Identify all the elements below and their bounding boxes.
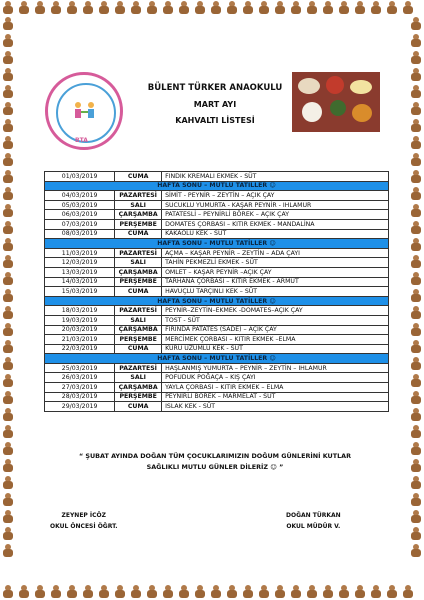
gingerbread-icon — [2, 187, 14, 201]
meal-cell: SİMİT - PEYNİR – ZEYTİN – AÇIK ÇAY — [162, 191, 389, 201]
holiday-label: HAFTA SONU – MUTLU TATİLLER ☺ — [45, 296, 389, 306]
day-cell: PERŞEMBE — [115, 335, 162, 345]
gingerbread-icon — [402, 1, 414, 15]
gingerbread-icon — [410, 527, 422, 541]
gingerbread-icon — [410, 408, 422, 422]
meal-cell: FIRINDA PATATES (SADE) – AÇIK ÇAY — [162, 325, 389, 335]
gingerbread-icon — [50, 1, 62, 15]
teacher-name: ZEYNEP İCÖZ — [61, 512, 107, 519]
day-cell: ÇARŞAMBA — [115, 325, 162, 335]
breakfast-photo — [292, 72, 380, 132]
meal-cell: PATATESLİ – PEYNİRLİ BÖREK – AÇIK ÇAY — [162, 210, 389, 220]
gingerbread-icon — [410, 170, 422, 184]
day-cell: PAZARTESİ — [115, 191, 162, 201]
gingerbread-icon — [410, 34, 422, 48]
day-cell: SALI — [115, 373, 162, 383]
school-logo — [45, 72, 123, 150]
gingerbread-icon — [2, 476, 14, 490]
gingerbread-icon — [82, 585, 94, 599]
note-line-1: “ ŞUBAT AYINDA DOĞAN TÜM ÇOCUKLARIMIZIN DOĞUM GÜNLERİNİ KUTLAR — [78, 452, 352, 460]
meal-cell: AÇMA – KAŞAR PEYNİR – ZEYTİN – ADA ÇAYI — [162, 248, 389, 258]
gingerbread-icon — [2, 289, 14, 303]
gingerbread-icon — [2, 204, 14, 218]
gingerbread-icon — [18, 585, 30, 599]
date-cell: 07/03/2019 — [45, 219, 115, 229]
day-cell: PAZARTESİ — [115, 248, 162, 258]
gingerbread-icon — [354, 585, 366, 599]
gingerbread-icon — [410, 391, 422, 405]
holiday-row — [45, 239, 389, 249]
day-cell: PERŞEMBE — [115, 219, 162, 229]
principal-signature — [286, 510, 341, 533]
gingerbread-icon — [410, 204, 422, 218]
gingerbread-icon — [2, 221, 14, 235]
note-line-2: SAĞLIKLI MUTLU GÜNLER DİLERİZ ☺ ” — [146, 462, 284, 471]
gingerbread-icon — [2, 425, 14, 439]
gingerbread-icon — [2, 544, 14, 558]
meal-cell: MERCİMEK ÇORBASI – KITIR EKMEK –ELMA — [162, 335, 389, 345]
gingerbread-icon — [2, 1, 14, 15]
day-cell: CUMA — [115, 172, 162, 182]
holiday-label: HAFTA SONU – MUTLU TATİLLER ☺ — [45, 354, 389, 364]
gingerbread-icon — [210, 1, 222, 15]
gingerbread-icon — [2, 136, 14, 150]
gingerbread-icon — [410, 119, 422, 133]
date-cell: 27/03/2019 — [45, 383, 115, 393]
date-cell: 26/03/2019 — [45, 373, 115, 383]
gingerbread-icon — [34, 585, 46, 599]
gingerbread-icon — [386, 1, 398, 15]
gingerbread-icon — [2, 306, 14, 320]
gingerbread-icon — [242, 1, 254, 15]
gingerbread-icon — [410, 17, 422, 31]
table-row — [45, 258, 389, 268]
gingerbread-icon — [410, 476, 422, 490]
gingerbread-icon — [82, 1, 94, 15]
school-name: BÜLENT TÜRKER ANAOKULU — [147, 83, 283, 93]
date-cell: 25/03/2019 — [45, 363, 115, 373]
table-row — [45, 363, 389, 373]
day-cell: ÇARŞAMBA — [115, 383, 162, 393]
gingerbread-icon — [410, 306, 422, 320]
gingerbread-icon — [2, 527, 14, 541]
date-cell: 21/03/2019 — [45, 335, 115, 345]
date-cell: 13/03/2019 — [45, 267, 115, 277]
gingerbread-icon — [2, 408, 14, 422]
principal-name: DOĞAN TÜRKAN — [286, 512, 341, 519]
meal-cell: PEYNİRLİ BÖREK – MARMELAT - SÜT — [162, 392, 389, 402]
gingerbread-icon — [410, 68, 422, 82]
date-cell: 04/03/2019 — [45, 191, 115, 201]
gingerbread-icon — [338, 585, 350, 599]
gingerbread-icon — [410, 323, 422, 337]
date-cell: 01/03/2019 — [45, 172, 115, 182]
table-row — [45, 306, 389, 316]
meal-cell: PEYNİR–ZEYTİN–EKMEK -DOMATES–AÇIK ÇAY — [162, 306, 389, 316]
gingerbread-icon — [2, 272, 14, 286]
meal-cell: HAVUÇLU TARÇINLI KEK – SÜT — [162, 287, 389, 297]
gingerbread-icon — [322, 585, 334, 599]
gingerbread-icon — [2, 102, 14, 116]
gingerbread-icon — [226, 585, 238, 599]
list-title: KAHVALTI LİSTESİ — [175, 115, 255, 125]
gingerbread-border-top — [0, 0, 424, 16]
gingerbread-icon — [290, 1, 302, 15]
page-header — [130, 84, 300, 133]
gingerbread-icon — [114, 1, 126, 15]
gingerbread-icon — [66, 1, 78, 15]
gingerbread-icon — [2, 119, 14, 133]
table-row — [45, 383, 389, 393]
date-cell: 08/03/2019 — [45, 229, 115, 239]
gingerbread-icon — [226, 1, 238, 15]
date-cell: 12/03/2019 — [45, 258, 115, 268]
day-cell: CUMA — [115, 402, 162, 412]
teacher-signature — [50, 510, 118, 533]
gingerbread-icon — [322, 1, 334, 15]
gingerbread-icon — [410, 289, 422, 303]
gingerbread-icon — [130, 1, 142, 15]
gingerbread-icon — [66, 585, 78, 599]
gingerbread-icon — [2, 585, 14, 599]
meal-cell: TOST - SÜT — [162, 315, 389, 325]
table-row — [45, 248, 389, 258]
table-row — [45, 210, 389, 220]
gingerbread-border-left — [0, 14, 16, 586]
gingerbread-icon — [2, 85, 14, 99]
day-cell: SALI — [115, 315, 162, 325]
table-row — [45, 373, 389, 383]
day-cell: PERŞEMBE — [115, 392, 162, 402]
gingerbread-icon — [354, 1, 366, 15]
gingerbread-icon — [410, 187, 422, 201]
day-cell: CUMA — [115, 287, 162, 297]
day-cell: PERŞEMBE — [115, 277, 162, 287]
gingerbread-icon — [2, 510, 14, 524]
gingerbread-icon — [410, 425, 422, 439]
gingerbread-icon — [2, 340, 14, 354]
table-row — [45, 287, 389, 297]
gingerbread-icon — [130, 585, 142, 599]
meal-cell: YAYLA ÇORBASI – KITIR EKMEK – ELMA — [162, 383, 389, 393]
table-row — [45, 172, 389, 182]
gingerbread-icon — [50, 585, 62, 599]
day-cell: PAZARTESİ — [115, 306, 162, 316]
gingerbread-icon — [410, 136, 422, 150]
holiday-row — [45, 354, 389, 364]
date-cell: 18/03/2019 — [45, 306, 115, 316]
gingerbread-icon — [410, 340, 422, 354]
holiday-label: HAFTA SONU – MUTLU TATİLLER ☺ — [45, 181, 389, 191]
gingerbread-icon — [2, 323, 14, 337]
date-cell: 06/03/2019 — [45, 210, 115, 220]
gingerbread-icon — [306, 585, 318, 599]
gingerbread-icon — [410, 51, 422, 65]
meal-cell: HAŞLANMIŞ YUMURTA – PEYNİR – ZEYTİN – IHLAMUR — [162, 363, 389, 373]
gingerbread-icon — [410, 272, 422, 286]
gingerbread-border-bottom — [0, 584, 424, 600]
table-row — [45, 325, 389, 335]
gingerbread-icon — [242, 585, 254, 599]
gingerbread-icon — [146, 1, 158, 15]
day-cell: SALI — [115, 200, 162, 210]
gingerbread-icon — [402, 585, 414, 599]
gingerbread-icon — [2, 357, 14, 371]
meal-cell: ISLAK KEK - SÜT — [162, 402, 389, 412]
gingerbread-icon — [410, 255, 422, 269]
day-cell: PAZARTESİ — [115, 363, 162, 373]
day-cell: ÇARŞAMBA — [115, 267, 162, 277]
gingerbread-icon — [290, 585, 302, 599]
gingerbread-icon — [2, 391, 14, 405]
gingerbread-icon — [2, 442, 14, 456]
meal-cell: KURU ÜZÜMLÜ KEK - SÜT — [162, 344, 389, 354]
holiday-row — [45, 296, 389, 306]
table-row — [45, 277, 389, 287]
gingerbread-icon — [410, 357, 422, 371]
table-row — [45, 402, 389, 412]
date-cell: 20/03/2019 — [45, 325, 115, 335]
gingerbread-icon — [178, 1, 190, 15]
gingerbread-icon — [410, 102, 422, 116]
date-cell: 22/03/2019 — [45, 344, 115, 354]
table-row — [45, 267, 389, 277]
day-cell: CUMA — [115, 344, 162, 354]
gingerbread-border-right — [408, 14, 424, 586]
logo-abbr: BTA — [75, 137, 88, 144]
date-cell: 19/03/2019 — [45, 315, 115, 325]
gingerbread-icon — [410, 153, 422, 167]
breakfast-table — [44, 171, 389, 412]
gingerbread-icon — [410, 510, 422, 524]
gingerbread-icon — [274, 1, 286, 15]
day-cell: ÇARŞAMBA — [115, 210, 162, 220]
gingerbread-icon — [2, 153, 14, 167]
table-row — [45, 191, 389, 201]
gingerbread-icon — [410, 544, 422, 558]
gingerbread-icon — [18, 1, 30, 15]
birthday-note — [60, 451, 370, 473]
holiday-label: HAFTA SONU – MUTLU TATİLLER ☺ — [45, 239, 389, 249]
gingerbread-icon — [410, 221, 422, 235]
day-cell: CUMA — [115, 229, 162, 239]
gingerbread-icon — [2, 493, 14, 507]
table-row — [45, 392, 389, 402]
gingerbread-icon — [386, 585, 398, 599]
date-cell: 15/03/2019 — [45, 287, 115, 297]
meal-cell: TAHİN PEKMEZLİ EKMEK - SÜT — [162, 258, 389, 268]
gingerbread-icon — [194, 1, 206, 15]
date-cell: 29/03/2019 — [45, 402, 115, 412]
date-cell: 05/03/2019 — [45, 200, 115, 210]
gingerbread-icon — [2, 68, 14, 82]
meal-cell: OMLET – KAŞAR PEYNİR –AÇIK ÇAY — [162, 267, 389, 277]
date-cell: 14/03/2019 — [45, 277, 115, 287]
gingerbread-icon — [98, 1, 110, 15]
gingerbread-icon — [194, 585, 206, 599]
teacher-title: OKUL ÖNCESİ ÖĞRT. — [50, 523, 118, 531]
gingerbread-icon — [2, 459, 14, 473]
gingerbread-icon — [410, 459, 422, 473]
gingerbread-icon — [410, 238, 422, 252]
gingerbread-icon — [258, 1, 270, 15]
table-row — [45, 315, 389, 325]
table-row — [45, 335, 389, 345]
gingerbread-icon — [114, 585, 126, 599]
gingerbread-icon — [2, 374, 14, 388]
children-icon — [72, 101, 98, 121]
gingerbread-icon — [258, 585, 270, 599]
table-row — [45, 344, 389, 354]
meal-cell: KAKAOLU KEK - SÜT — [162, 229, 389, 239]
meal-cell: DOMATES ÇORBASI – KITIR EKMEK - MANDALİNA — [162, 219, 389, 229]
gingerbread-icon — [178, 585, 190, 599]
holiday-row — [45, 181, 389, 191]
gingerbread-icon — [210, 585, 222, 599]
meal-cell: TARHANA ÇORBASI – KITIR EKMEK - ARMUT — [162, 277, 389, 287]
gingerbread-icon — [410, 85, 422, 99]
principal-title: OKUL MÜDÜR V. — [286, 523, 341, 531]
gingerbread-icon — [370, 585, 382, 599]
gingerbread-icon — [2, 17, 14, 31]
gingerbread-icon — [370, 1, 382, 15]
table-row — [45, 219, 389, 229]
gingerbread-icon — [410, 374, 422, 388]
gingerbread-icon — [274, 585, 286, 599]
day-cell: SALI — [115, 258, 162, 268]
gingerbread-icon — [2, 238, 14, 252]
month-title: MART AYI — [193, 99, 237, 109]
gingerbread-icon — [2, 255, 14, 269]
gingerbread-icon — [162, 585, 174, 599]
gingerbread-icon — [410, 493, 422, 507]
gingerbread-icon — [338, 1, 350, 15]
gingerbread-icon — [410, 442, 422, 456]
gingerbread-icon — [146, 585, 158, 599]
meal-cell: SUCUKLU YUMURTA - KAŞAR PEYNİR - IHLAMUR — [162, 200, 389, 210]
gingerbread-icon — [34, 1, 46, 15]
date-cell: 11/03/2019 — [45, 248, 115, 258]
gingerbread-icon — [2, 51, 14, 65]
meal-cell: FINDIK KREMALI EKMEK - SÜT — [162, 172, 389, 182]
gingerbread-icon — [2, 170, 14, 184]
gingerbread-icon — [98, 585, 110, 599]
gingerbread-icon — [2, 34, 14, 48]
gingerbread-icon — [306, 1, 318, 15]
gingerbread-icon — [162, 1, 174, 15]
table-row — [45, 229, 389, 239]
table-row — [45, 200, 389, 210]
date-cell: 28/03/2019 — [45, 392, 115, 402]
meal-cell: POFUDUK POĞAÇA – KIŞ ÇAYI — [162, 373, 389, 383]
